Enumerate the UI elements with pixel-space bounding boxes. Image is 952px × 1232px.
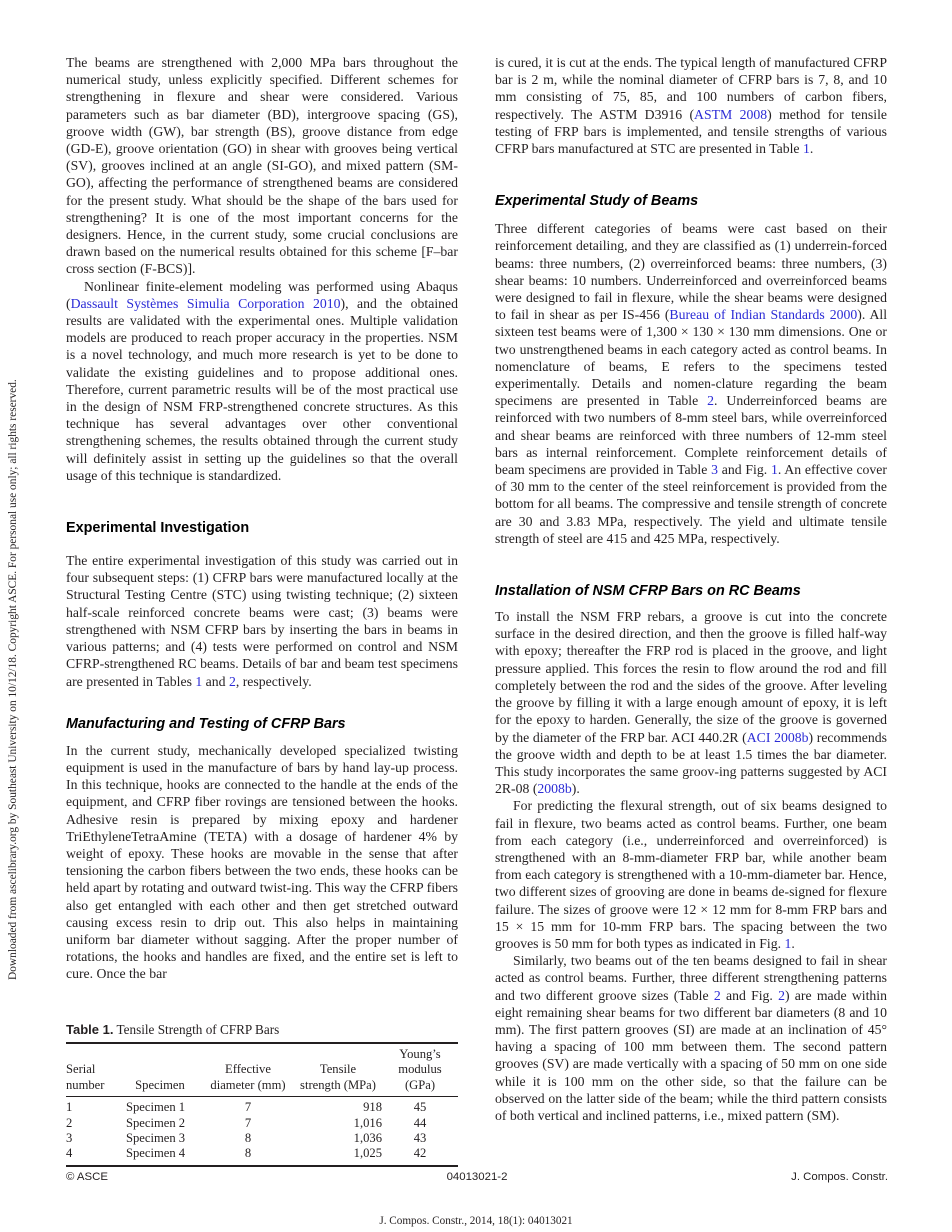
citation-link[interactable]: ASTM 2008 (694, 106, 768, 122)
text: and (202, 673, 229, 689)
cell-serial: 2 (66, 1115, 73, 1130)
text: Nonlinear finite-element modeling was performed using Abaqus ( (66, 278, 458, 311)
cell-serial: 3 (66, 1131, 73, 1146)
cell-specimen: Specimen 4 (118, 1146, 202, 1165)
cell-tensile: 1,036 (353, 1131, 382, 1146)
text: The entire experimental investigation of this study was carried out in four subsequent steps: (1) CFRP bars were manufactured locally at the Structural Testing Centre (STC) using twisting technique; (2) sixteen half-scale reinforced concrete beams were cast; (3) beams were strengthened with NSM CFRP bars by inserting the bars in beams in various patterns; and (4) tests were performed on control and NSM CFRP-strengthened RC beams. Details of bar and beam test specimens are presented in Tables (66, 553, 458, 689)
text: ), and the obtained results are validated with the experimental ones. Multiple validation models are produced to reach proper accuracy in the properties. NSM is a novel technology, and much more research is yet to be done to validate the existing guidelines and to propose additional ones. Therefore, current parametric results will be of the most practical use in the design of NSM FRP-strengthened concrete structures. As this technique has several advantages over other conventional strengthening schemes, the results obtained through the current study will definitely assist in setting up the guidelines so that the overall usage of this technique is standardized. (66, 295, 459, 483)
paragraph (495, 952, 887, 1124)
text: Similarly, two beams out of the ten beams designed to fail in shear acted as control beams. Further, three different strengthening patterns and two different groove sizes (Table (495, 953, 887, 1003)
journal-citation: J. Compos. Constr., 2014, 18(1): 04013021 (379, 1215, 573, 1227)
table-link[interactable]: 1 (195, 673, 203, 689)
text: . (809, 141, 814, 157)
paragraph (495, 54, 887, 157)
cell-serial: 4 (66, 1146, 118, 1165)
section-heading: Experimental Investigation (66, 520, 250, 537)
text: ) are made within eight remaining shear beams for two different bar diameters (8 and 10 mm). The first pattern grooves (SI) are made at an inclination of 45° having a spacing of 100 mm between them. The second pattern grooves (SV) are made vertically with a spacing of 50 mm on one side while it is 100 mm on the other side, so that the failure can be observed on the latter side of the beam; while the third pattern consists of both vertical and inclined patterns, i.e., mixed pattern (SM). (495, 987, 887, 1123)
text: and Fig. (720, 987, 779, 1003)
table-link[interactable]: 2 (713, 987, 721, 1003)
cell-tensile: 918 (363, 1100, 382, 1115)
text: ). All sixteen test beams were of 1,300 × 130 × 130 mm dimensions. One or two unstrengthened beams in each category acted as control beams. In nomenclature of beams, E refers to the specimens tested experimentally. Details and nomen-clature regarding the beam specimens are presented in Table (495, 307, 888, 409)
left-column (66, 54, 458, 983)
text: . Underreinforced beams are reinforced with two numbers of 8-mm steel bars, while overreinforced and shear beams are reinforced with three numbers of 12-mm steel bars as internal reinforcement. Complete reinforcement details of beam specimens are provided in Table (495, 393, 888, 478)
table-caption (66, 1022, 458, 1038)
text: and Fig. (718, 462, 771, 478)
text: , respectively. (235, 673, 312, 689)
table-link[interactable]: 2 (228, 673, 236, 689)
text: . An effective cover of 30 mm to the center of the steel reinforcement is provided from the bottom for all beams. The compressive and tensile strength of concrete are 30 and 3.83 MPa, respectively. The yield and ultimate tensile strength of steel are 415 and 425 MPa, respectively. (495, 462, 887, 546)
cell-specimen: Specimen 3 (126, 1131, 186, 1146)
right-column (495, 54, 887, 1124)
table-header-row (66, 1043, 458, 1097)
citation-link[interactable]: Bureau of Indian Standards 2000 (669, 307, 858, 323)
paragraph (495, 220, 887, 547)
citation-link[interactable]: ACI 2008b (746, 729, 809, 745)
text: ) method for tensile testing of FRP bars is implemented, and tensile strengths of various CFRP bars manufactured at STC are presented in Table (495, 106, 887, 157)
table-link[interactable]: 1 (802, 141, 810, 157)
subsection-heading: Manufacturing and Testing of CFRP Bars (66, 715, 346, 732)
table-row (66, 1097, 458, 1116)
table-1 (66, 1022, 458, 1167)
figure-link[interactable]: 2 (778, 987, 785, 1003)
subsection-heading: Experimental Study of Beams (495, 193, 699, 210)
watermark-text: Downloaded from ascelibrary.org by Southeast University on 10/12/18. Copyright ASCE. For personal use only; all rights reserved. (7, 379, 19, 980)
text: ) recommends the groove width and depth to be at least 1.5 times the bar diameter. This study incorporates the same groov-ing patterns suggested by ACI 2R-08 ( (495, 729, 887, 797)
table-row (66, 1146, 458, 1165)
text: . (791, 935, 795, 951)
text: is cured, it is cut at the ends. The typical length of manufactured CFRP bar is 2 m, while the nominal diameter of CFRP bars is 7, 8, and 10 mm consisting of 75, 85, and 100 numbers of carbon fibers, respectively. The ASTM D3916 ( (495, 55, 887, 122)
header-effective-diameter: Effective diameter (mm) (202, 1043, 294, 1097)
table-link[interactable]: 3 (711, 462, 718, 478)
cell-diameter: 7 (244, 1115, 252, 1130)
header-youngs-modulus: Young’s modulus (GPa) (382, 1043, 458, 1097)
text: For predicting the flexural strength, out of six beams designed to fail in flexure, two beams acted as control beams. Further, one beam from each category (i.e., underreinforced and overreinforced) is strengthened with an 8-mm-diameter FRP bar, while another beam from each category is strengthened with a 10-mm-diameter bar. Hence, two different sizes of grooving are done in beams de-signed for flexure failure. The sizes of groove were 12 × 12 mm for 8-mm FRP bars and 15 × 15 mm for 10-mm FRP bars. The spacing between the two grooves is 50 mm for both types as indicated in Fig. (495, 798, 887, 951)
subsection-heading: Installation of NSM CFRP Bars on RC Beams (495, 583, 801, 600)
figure-link[interactable]: 1 (784, 935, 792, 951)
paragraph (66, 278, 458, 484)
text: ). (571, 781, 580, 797)
table-link[interactable]: 2 (707, 393, 715, 409)
footer-journal: J. Compos. Constr. (791, 1171, 888, 1183)
tensile-strength-table (66, 1042, 458, 1167)
citation-link[interactable]: Dassault Systèmes Simulia Corporation 2010 (70, 295, 341, 311)
paragraph: The beams are strengthened with 2,000 MPa bars throughout the numerical study, unless explicitly specified. Different schemes for strengthening in flexure and shear were considered. Various parameters such as bar diameter (BD), intergroove spacing (GS), groove width (GW), bar strength (BS), groove distance from edge (GD-E), groove orientation (GO) in shear with grooves being vertical (SV), grooves inclined at an angle (SI-GO), and mixed pattern (SM-GO), affecting the performance of strengthened beams are considered for the present study. What should be the shape of the bars used for strengthening? It is one of the most important concerns for the designers. Hence, in the current study, some crucial conclusions are drawn based on the numerical results obtained for this scheme [F–bar cross section (F-BCS)]. (66, 55, 458, 277)
header-specimen: Specimen (118, 1043, 202, 1097)
footer-page-number: 04013021-2 (446, 1171, 508, 1183)
cell-specimen: Specimen 1 (126, 1100, 186, 1115)
table-label: Table 1. (66, 1022, 114, 1037)
cell-diameter: 8 (202, 1146, 294, 1165)
cell-specimen: Specimen 2 (126, 1115, 186, 1130)
download-watermark (3, 290, 21, 980)
page-footer (66, 1171, 888, 1187)
cell-modulus: 45 (413, 1100, 427, 1115)
text: To install the NSM FRP rebars, a groove is cut into the concrete surface in the desired direction, and then the groove is filled half-way with epoxy; thereafter the FRP rod is placed in the groove, and light pressure applied. This forces the resin to flow around the rod and fill completely between the rod and the sides of the groove. After leveling the groove by filling it with a large enough amount of epoxy, it is left for the epoxy to harden. Generally, the size of the groove is governed by the diameter of the FRP bar. ACI 440.2R ( (495, 609, 887, 745)
cell-tensile: 1,016 (353, 1115, 382, 1130)
cell-modulus: 44 (413, 1115, 427, 1130)
text: Three different categories of beams were cast based on their reinforcement detailing, and they are classified as (1) underrein-forced beams: three numbers, (2) overreinforced beams: three numbers, (3) shear beams: 10 numbers. Underreinforced and overreinforced beams were designed to fail in flexure, while the shear beams were designed to fail in shear as per IS-456 ( (495, 221, 887, 323)
cell-modulus: 42 (382, 1146, 458, 1165)
footer-copyright: © ASCE (66, 1171, 108, 1183)
cell-diameter: 8 (244, 1131, 252, 1146)
figure-link[interactable]: 1 (770, 462, 778, 478)
citation-link[interactable]: 2008b (537, 781, 572, 797)
table-row (66, 1131, 458, 1146)
paragraph (495, 608, 887, 797)
cell-tensile: 1,025 (294, 1146, 382, 1165)
cell-serial: 1 (66, 1100, 73, 1115)
table-title: Tensile Strength of CFRP Bars (116, 1022, 280, 1037)
header-serial-number: Serial number (66, 1043, 118, 1097)
paragraph: In the current study, mechanically developed specialized twisting equipment is used in the manufacture of bars by hand lay-up process. In this technique, hooks are connected to the handle at the ends of the equipment, and CFRP fiber rovings are tensioned between the hooks. Adhesive resin is prepared by mixing epoxy and hardener TriEthyleneTetraAmine (TETA) with a dosage of hardener 4% by weight of epoxy. These hooks are movable in the sense that after tensioning the carbon fibers between the two ends, these hooks can be held apart by rotating and outward twist-ing. This way the CFRP fibers also get entangled with each other and then get stretched outward causing excess resin to drip out. This also helps in maintaining uniform bar diameter without sagging. After the proper number of rotations, the hooks and handles are fixed, and the entire set is left to cure. Once the bar (66, 742, 458, 982)
cell-diameter: 7 (244, 1100, 252, 1115)
cell-modulus: 43 (413, 1131, 427, 1146)
paragraph (495, 797, 887, 952)
header-tensile-strength: Tensile strength (MPa) (294, 1043, 382, 1097)
table-row (66, 1116, 458, 1131)
paragraph (66, 552, 458, 690)
